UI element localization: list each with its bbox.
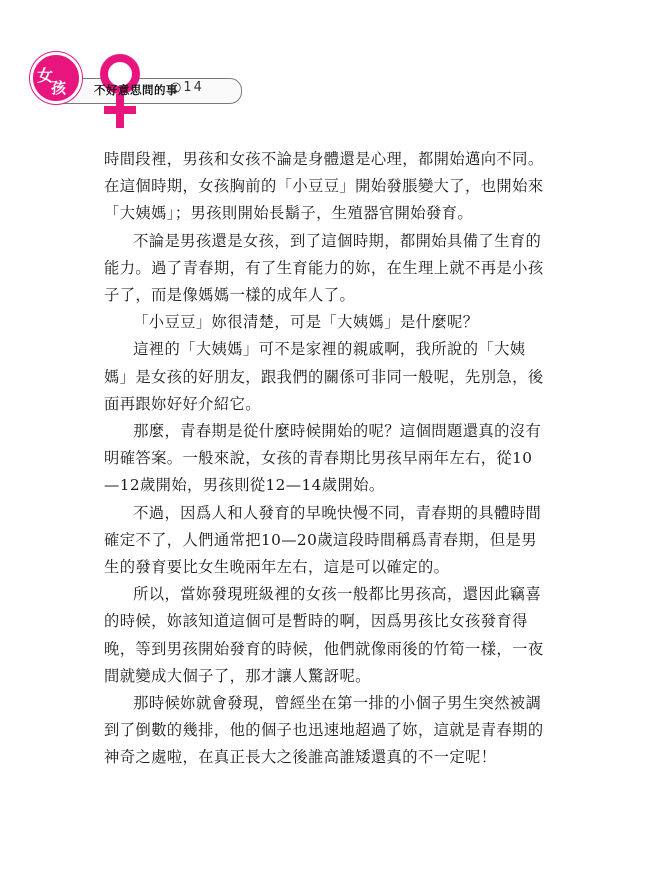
paragraph: 所以，當妳發現班級裡的女孩一般都比男孩高，還因此竊喜的時候，妳該知道這個可是暫時的啊，因爲男孩比女孩發育得晚，等到男孩開始發育的時候，他們就像雨後的竹筍一樣，一夜間就變成大個子了，那才讓人驚訝呢。 — [104, 585, 544, 685]
page-header — [30, 52, 230, 136]
paragraph: 不過，因爲人和人發育的早晚快慢不同，青春期的具體時間確定不了，人們通常把10—20歲這段時間稱爲青春期，但是男生的發育要比女生晚兩年左右，這是可以確定的。 — [104, 503, 542, 577]
paragraph: 那麼，青春期是從什麼時候開始的呢？這個問題還真的沒有明確答案。一般來說，女孩的青春期比男孩早兩年左右，從10—12歲開始，男孩則從12—14歲開始。 — [104, 422, 542, 495]
page-number: ○14 — [170, 80, 204, 95]
paragraph: 這裡的「大姨媽」可不是家裡的親戚啊，我所說的「大姨媽」是女孩的好朋友，跟我們的關係可非同一般呢，先別急，後面再跟妳好好介紹它。 — [104, 340, 544, 413]
paragraph: 「小豆豆」妳很清楚，可是「大姨媽」是什麼呢？ — [133, 313, 479, 332]
logo-text-1: 女 — [37, 66, 53, 85]
series-title: 不好意思問的事 — [94, 83, 178, 97]
paragraph: 時間段裡，男孩和女孩不論是身體還是心理，都開始邁向不同。在這個時期，女孩胸前的「小豆豆」開始發脹變大了，也開始來「大姨媽」；男孩則開始長鬍子，生殖器官開始發育。 — [104, 150, 544, 223]
paragraph: 不論是男孩還是女孩，到了這個時期，都開始具備了生育的能力。過了青春期，有了生育能力的妳，在生理上就不再是小孩子了，而是像媽媽一樣的成年人了。 — [104, 231, 544, 305]
paragraph: 那時候妳就會發現，曾經坐在第一排的小個子男生突然被調到了倒數的幾排，他的個子也迅速地超過了妳，這就是青春期的神奇之處啦，在真正長大之後誰高誰矮還真的不一定呢！ — [104, 694, 544, 767]
logo-text-2: 孩 — [51, 79, 67, 97]
body-text — [104, 146, 544, 772]
girl-logo-badge — [30, 52, 82, 104]
